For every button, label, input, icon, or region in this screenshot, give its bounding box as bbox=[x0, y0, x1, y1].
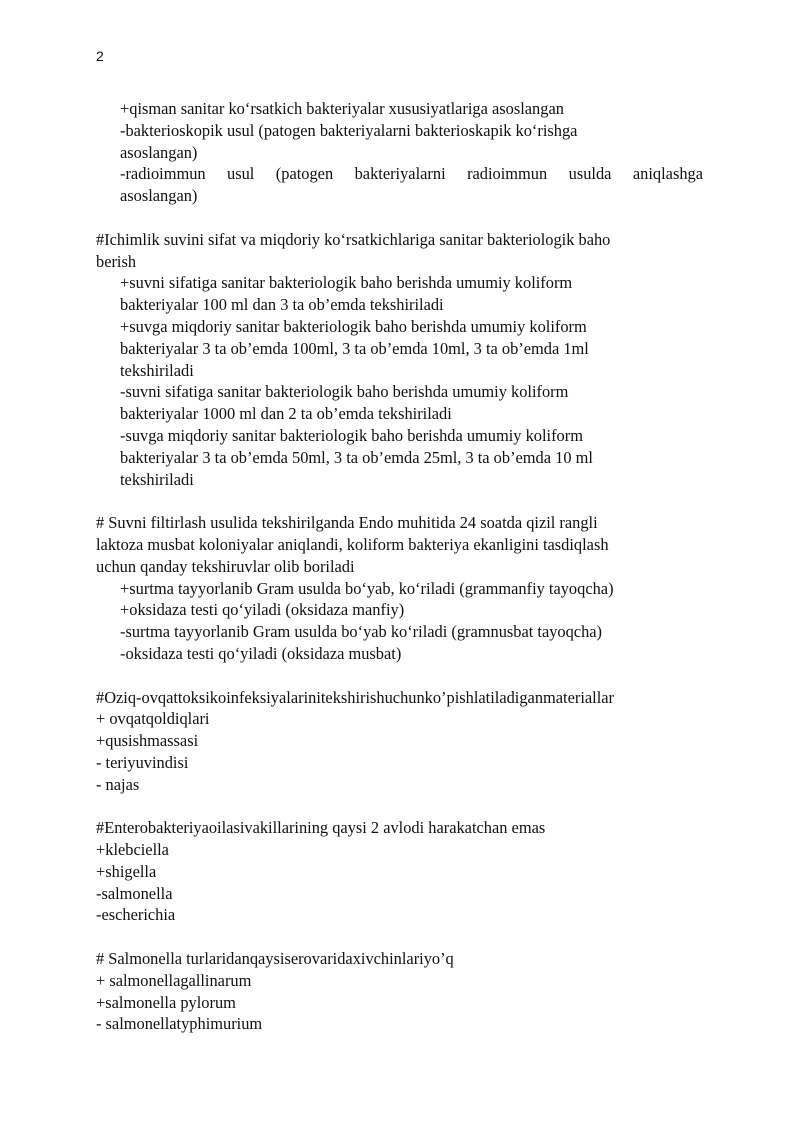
question-text: #Enterobakteriyaoilasivakillarining qaysi 2 avlodi harakatchan emas bbox=[96, 818, 546, 838]
answer-option: - teriyuvindisi bbox=[96, 752, 189, 772]
answer-option: bakteriyalar 100 ml dan 3 ta ob’emda tekshiriladi bbox=[120, 295, 444, 315]
answer-option: -surtma tayyorlanib Gram usulda bo‘yab ko‘riladi (gramnusbat tayoqcha) bbox=[120, 622, 603, 642]
answer-option: bakteriyalar 3 ta ob’emda 100ml, 3 ta ob’emda 10ml, 3 ta ob’emda 1ml bbox=[120, 338, 589, 358]
answer-option: +klebciella bbox=[96, 840, 169, 860]
answer-option: +qusishmassasi bbox=[96, 731, 199, 751]
answer-option: +shigella bbox=[96, 861, 157, 881]
question-block bbox=[96, 512, 703, 665]
answer-option: -oksidaza testi qo‘yiladi (oksidaza musbat) bbox=[120, 643, 402, 663]
answer-option: +suvni sifatiga sanitar bakteriologik baho berishda umumiy koliform bbox=[120, 273, 573, 293]
answer-option: +salmonella pylorum bbox=[96, 992, 236, 1012]
answer-option: +suvga miqdoriy sanitar bakteriologik baho berishda umumiy koliform bbox=[120, 316, 587, 336]
answer-option: -escherichia bbox=[96, 905, 176, 925]
document-body bbox=[96, 98, 703, 1035]
answer-option: tekshiriladi bbox=[120, 360, 194, 380]
question-block bbox=[96, 687, 703, 796]
question-text: #Ichimlik suvini sifat va miqdoriy ko‘rsatkichlariga sanitar bakteriologik baho bbox=[96, 229, 611, 249]
answer-option: - najas bbox=[96, 774, 140, 794]
answer-option: +surtma tayyorlanib Gram usulda bo‘yab, ko‘riladi (grammanfiy tayoqcha) bbox=[120, 578, 614, 598]
question-block bbox=[96, 98, 703, 207]
answer-option: bakteriyalar 1000 ml dan 2 ta ob’emda tekshiriladi bbox=[120, 404, 452, 424]
question-text: # Salmonella turlaridanqaysiserovaridaxivchinlariyo’q bbox=[96, 949, 454, 969]
answer-option: asoslangan) bbox=[120, 142, 198, 162]
answer-option: -salmonella bbox=[96, 883, 173, 903]
question-block bbox=[96, 229, 703, 491]
question-block bbox=[96, 817, 703, 926]
question-text: #Oziq-ovqattoksikoinfeksiyalarinitekshirishuchunko’pishlatiladiganmateriallar bbox=[96, 687, 614, 707]
answer-option: + salmonellagallinarum bbox=[96, 970, 252, 990]
question-text: berish bbox=[96, 251, 137, 271]
question-text: laktoza musbat koloniyalar aniqlandi, koliform bakteriya ekanligini tasdiqlash bbox=[96, 534, 609, 554]
question-text: uchun qanday tekshiruvlar olib boriladi bbox=[96, 556, 355, 576]
answer-option: +qisman sanitar ko‘rsatkich bakteriyalar xususiyatlariga asoslangan bbox=[120, 99, 564, 118]
answer-option: bakteriyalar 3 ta ob’emda 50ml, 3 ta ob’emda 25ml, 3 ta ob’emda 10 ml bbox=[120, 447, 593, 467]
answer-option: -radioimmun usul (patogen bakteriyalarni radioimmun usulda aniqlashga bbox=[120, 164, 703, 184]
question-block bbox=[96, 948, 703, 1035]
answer-option: -bakterioskopik usul (patogen bakteriyalarni bakterioskapik ko‘rishga bbox=[120, 120, 578, 140]
answer-option: +oksidaza testi qo‘yiladi (oksidaza manfiy) bbox=[120, 600, 405, 620]
page-number: 2 bbox=[96, 48, 104, 64]
answer-option: asoslangan) bbox=[120, 186, 198, 206]
answer-option: -suvga miqdoriy sanitar bakteriologik baho berishda umumiy koliform bbox=[120, 425, 583, 445]
answer-option: -suvni sifatiga sanitar bakteriologik baho berishda umumiy koliform bbox=[120, 382, 569, 402]
answer-option: tekshiriladi bbox=[120, 469, 194, 489]
question-text: # Suvni filtirlash usulida tekshirilganda Endo muhitida 24 soatda qizil rangli bbox=[96, 513, 598, 533]
answer-option: + ovqatqoldiqlari bbox=[96, 709, 210, 729]
answer-option: - salmonellatyphimurium bbox=[96, 1014, 263, 1034]
